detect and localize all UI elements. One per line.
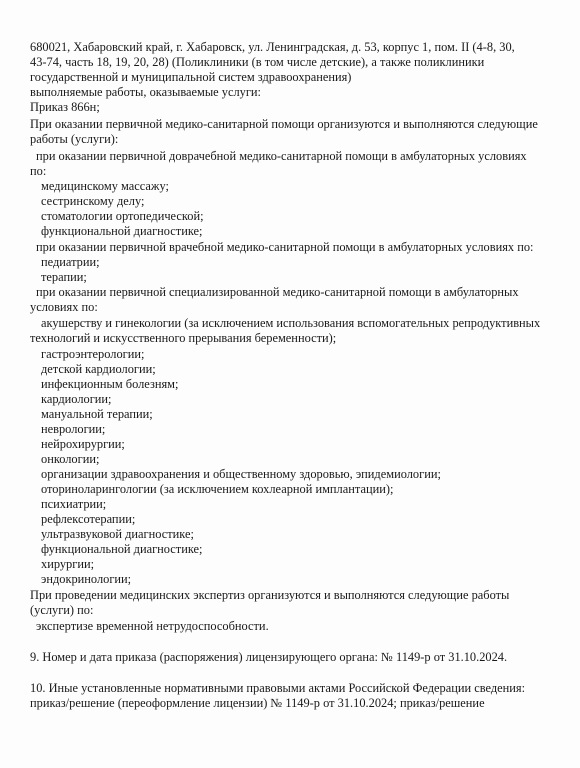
address-line-1: 680021, Хабаровский край, г. Хабаровск, ул. Ленинградская, д. 53, корпус 1, пом. II (4-8, 30, <box>30 40 515 54</box>
works-heading: выполняемые работы, оказываемые услуги: <box>30 85 262 99</box>
list-item: оториноларингологии (за исключением кохлеарной имплантации); <box>41 482 394 496</box>
list-item-continuation: технологий и искусственного прерывания беременности); <box>30 331 337 345</box>
specialized-care-heading-line-2: условиях по: <box>30 300 98 314</box>
section-10-line-1: 10. Иные установленные нормативными правовыми актами Российской Федерации сведения: <box>30 681 526 695</box>
list-item: сестринскому делу; <box>41 194 145 208</box>
primary-care-intro-line-2: работы (услуги): <box>30 132 119 146</box>
list-item: гастроэнтерологии; <box>41 347 145 361</box>
physician-care-heading: при оказании первичной врачебной медико-санитарной помощи в амбулаторных условиях по: <box>36 240 534 254</box>
list-item: функциональной диагностике; <box>41 542 203 556</box>
list-item: неврологии; <box>41 422 106 436</box>
order-866n: Приказ 866н; <box>30 100 100 114</box>
list-item: эндокринологии; <box>41 572 132 586</box>
list-item: хирургии; <box>41 557 95 571</box>
primary-care-intro-line-1: При оказании первичной медико-санитарной помощи организуются и выполняются следующие <box>30 117 538 131</box>
list-item: медицинскому массажу; <box>41 179 169 193</box>
list-item: функциональной диагностике; <box>41 224 203 238</box>
specialized-care-heading-line-1: при оказании первичной специализированной медико-санитарной помощи в амбулаторных <box>36 285 519 299</box>
address-line-2: 43-74, часть 18, 19, 20, 28) (Поликлиники (в том числе детские), а также поликлиники <box>30 55 485 69</box>
list-item: нейрохирургии; <box>41 437 125 451</box>
list-item: психиатрии; <box>41 497 107 511</box>
section-10-line-2: приказ/решение (переоформление лицензии) № 1149-р от 31.10.2024; приказ/решение <box>30 696 485 710</box>
expertise-heading-line-2: (услуги) по: <box>30 603 94 617</box>
list-item: педиатрии; <box>41 255 100 269</box>
list-item: онкологии; <box>41 452 100 466</box>
list-item: акушерству и гинекологии (за исключением использования вспомогательных репродуктивных <box>41 316 541 330</box>
list-item: ультразвуковой диагностике; <box>41 527 194 541</box>
list-item: инфекционным болезням; <box>41 377 179 391</box>
address-line-3: государственной и муниципальной систем здравоохранения) <box>30 70 352 84</box>
list-item: мануальной терапии; <box>41 407 153 421</box>
prenursing-care-heading-line-1: при оказании первичной доврачебной медико-санитарной помощи в амбулаторных условиях <box>36 149 527 163</box>
prenursing-care-heading-line-2: по: <box>30 164 47 178</box>
list-item: экспертизе временной нетрудоспособности. <box>36 619 269 633</box>
list-item: стоматологии ортопедической; <box>41 209 204 223</box>
expertise-heading-line-1: При проведении медицинских экспертиз организуются и выполняются следующие работы <box>30 588 510 602</box>
list-item: терапии; <box>41 270 87 284</box>
section-9-order-info: 9. Номер и дата приказа (распоряжения) лицензирующего органа: № 1149-р от 31.10.2024. <box>30 650 508 664</box>
list-item: рефлексотерапии; <box>41 512 136 526</box>
list-item: детской кардиологии; <box>41 362 156 376</box>
list-item: кардиологии; <box>41 392 112 406</box>
list-item: организации здравоохранения и общественному здоровью, эпидемиологии; <box>41 467 441 481</box>
